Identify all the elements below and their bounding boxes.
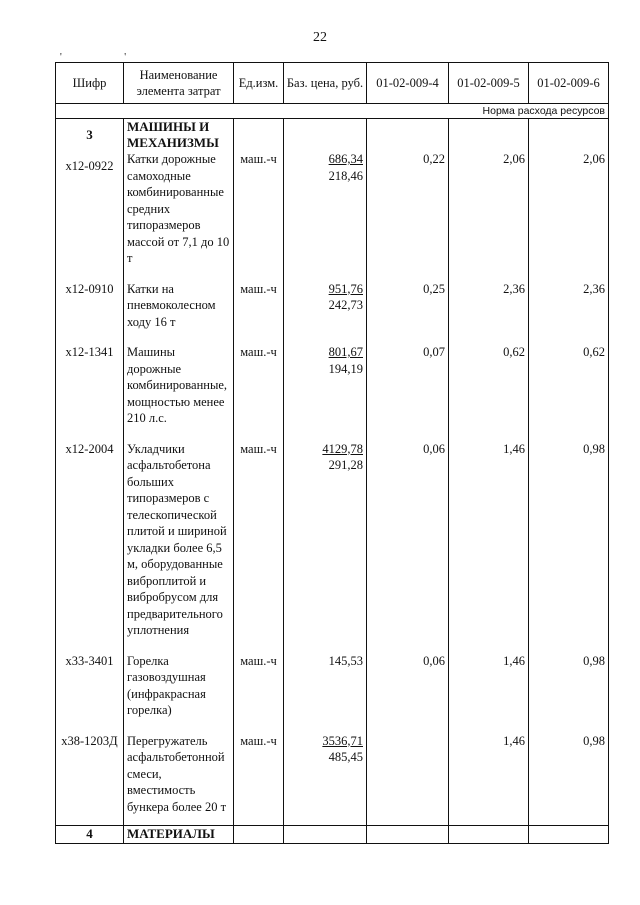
section-4-title: МАТЕРИАЛЫ — [124, 826, 234, 844]
row-salary: 242,73 — [328, 298, 363, 312]
row-col1: 0,07 — [367, 344, 449, 441]
row-col3: 2,36 — [529, 281, 609, 345]
header-col3: 01-02-009-6 — [529, 63, 609, 104]
row-name: Катки дорожные самоходные комбинированные средних типоразмеров массой от 7,1 до 10 т — [127, 152, 230, 265]
row-col1-cell — [367, 119, 449, 281]
empty-cell — [449, 826, 529, 844]
row-price-cell — [284, 441, 367, 653]
row-unit: маш.-ч — [234, 653, 284, 733]
section-4-code: 4 — [56, 826, 124, 844]
row-code: х12-0910 — [56, 281, 124, 345]
row-code: х12-1341 — [56, 344, 124, 441]
empty-cell — [367, 826, 449, 844]
row-salary: 485,45 — [328, 750, 363, 764]
header-col2: 01-02-009-5 — [449, 63, 529, 104]
row-col2: 1,46 — [449, 733, 529, 826]
row-col3: 0,98 — [529, 653, 609, 733]
empty-cell — [234, 826, 284, 844]
row-price: 145,53 — [328, 653, 363, 668]
empty-cell — [284, 826, 367, 844]
row-col2: 1,46 — [449, 653, 529, 733]
row-price-cell — [284, 344, 367, 441]
row-name: Перегружатель асфальтобетонной смеси, вместимость бункера более 20 т — [124, 733, 234, 826]
table-row — [56, 733, 609, 826]
row-unit: маш.-ч — [234, 441, 284, 653]
header-col1: 01-02-009-4 — [367, 63, 449, 104]
row-code: х38-1203Д — [56, 733, 124, 826]
row-unit: маш.-ч — [234, 281, 284, 345]
row-price-cell — [284, 733, 367, 826]
row-unit: маш.-ч — [234, 733, 284, 826]
row-price: 3536,71 — [322, 733, 363, 748]
row-price-cell — [284, 281, 367, 345]
row-col1: 0,22 — [423, 152, 445, 166]
table-row — [56, 281, 609, 345]
section-3-name-cell — [124, 119, 234, 281]
row-salary: 194,19 — [328, 361, 363, 376]
row-price: 951,76 — [328, 281, 363, 296]
table-row — [56, 344, 609, 441]
row-col3: 0,98 — [529, 733, 609, 826]
row-price: 4129,78 — [322, 441, 363, 456]
row-col2: 0,62 — [449, 344, 529, 441]
section-3-code-text: 3 — [86, 127, 93, 142]
row-unit: маш.-ч — [234, 344, 284, 441]
row-col3: 0,62 — [529, 344, 609, 441]
header-price: Баз. цена, руб. — [284, 63, 367, 104]
table-row — [56, 653, 609, 733]
row-price-cell — [284, 653, 367, 733]
row-col2: 2,36 — [449, 281, 529, 345]
scan-specks: ' ' — [60, 52, 157, 63]
row-salary: 291,28 — [328, 458, 363, 472]
row-name: Горелка газовоздушная (инфракрасная горелка) — [124, 653, 234, 733]
row-code: х12-2004 — [56, 441, 124, 653]
row-col3: 0,98 — [529, 441, 609, 653]
row-salary: 218,46 — [328, 168, 363, 183]
row-price: 801,67 — [328, 345, 363, 359]
resource-table — [55, 62, 609, 844]
header-code: Шифр — [56, 63, 124, 104]
row-name: Укладчики асфальтобетона больших типоразмеров с телескопической плитой и шириной укладки более 6,5 м, оборудованные виброплитой и вибробрусом для предварительного уплотнения — [124, 441, 234, 653]
row-price: 686,34 — [328, 152, 363, 166]
row-col1: 0,25 — [367, 281, 449, 345]
norm-caption-row — [56, 104, 609, 119]
header-unit: Ед.изм. — [234, 63, 284, 104]
row-col1: 0,06 — [367, 441, 449, 653]
header-row — [56, 63, 609, 104]
row-col3-cell — [529, 119, 609, 281]
empty-cell — [529, 826, 609, 844]
row-col1 — [367, 733, 449, 826]
row-col2: 2,06 — [503, 152, 525, 166]
section-4-row — [56, 826, 609, 844]
row-col1: 0,06 — [367, 653, 449, 733]
row-col2-cell — [449, 119, 529, 281]
row-code: х12-0922 — [65, 158, 114, 173]
section-3-code — [56, 119, 124, 281]
row-unit: маш.-ч — [240, 152, 277, 166]
row-name: Машины дорожные комбинированные, мощностью менее 210 л.с. — [124, 344, 234, 441]
row-col3: 2,06 — [583, 152, 605, 166]
section-3-title: МАШИНЫ И МЕХАНИЗМЫ — [127, 119, 219, 150]
row-code: х33-3401 — [56, 653, 124, 733]
section-3-row — [56, 119, 609, 281]
header-name: Наименование элемента затрат — [124, 63, 234, 104]
row-unit-cell — [234, 119, 284, 281]
table-row — [56, 441, 609, 653]
row-col2: 1,46 — [449, 441, 529, 653]
row-price-cell — [284, 119, 367, 281]
row-name: Катки на пневмоколесном ходу 16 т — [124, 281, 234, 345]
page-number: 22 — [313, 30, 327, 45]
norm-caption: Норма расхода ресурсов — [56, 104, 609, 119]
